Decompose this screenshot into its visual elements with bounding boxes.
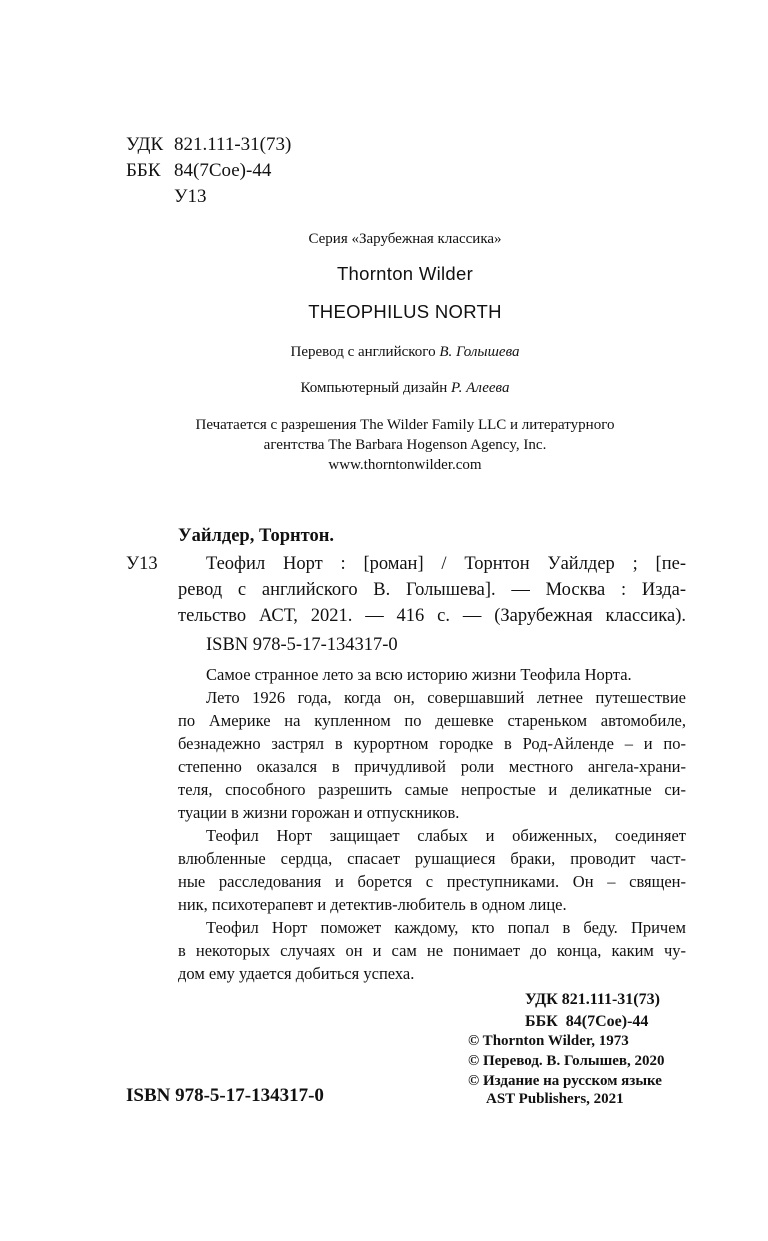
annotation-line-14: дом ему удается добиться успеха.	[178, 964, 415, 983]
annotation-line-1: Самое странное лето за всю историю жизни Теофила Норта.	[206, 665, 632, 684]
annotation-line-9: влюбленные сердца, спасает рушащиеся браки, проводит част-	[178, 849, 686, 868]
annotation-line-2: Лето 1926 года, когда он, совершавший летнее путешествие	[206, 688, 686, 707]
bbk-repeat: ББК 84(7Сое)-44	[525, 1013, 649, 1030]
annotation-line-8: Теофил Норт защищает слабых и обиженных, соединяет	[206, 826, 686, 845]
design-prefix: Компьютерный дизайн	[300, 380, 448, 396]
annotation-line-12: Теофил Норт поможет каждому, кто попал в беду. Причем	[206, 918, 686, 937]
udk-repeat: УДК 821.111-31(73)	[525, 991, 660, 1008]
catalog-mark: У13	[126, 554, 158, 574]
catalog-line-3: тельство АСТ, 2021. — 416 с. — (Зарубежная классика).	[178, 606, 686, 626]
translation-prefix: Перевод с английского	[290, 344, 436, 360]
bbk-label: ББК	[126, 160, 161, 181]
original-title: THEOPHILUS NORTH	[308, 301, 502, 322]
isbn-bottom: ISBN 978-5-17-134317-0	[126, 1085, 324, 1106]
copyright-line-1: © Thornton Wilder, 1973	[468, 1033, 629, 1049]
annotation-line-6: теля, способного разрешить самые непростые и деликатные си-	[178, 780, 686, 799]
author-mark: У13	[174, 186, 207, 207]
annotation-line-10: ные расследования и борется с преступниками. Он – священ-	[178, 872, 686, 891]
udk-value: 821.111-31(73)	[174, 134, 292, 155]
udk-line	[126, 132, 291, 158]
permission-line-2: агентства The Barbara Hogenson Agency, Inc.	[263, 437, 547, 453]
catalog-line-2: ревод с английского В. Голышева]. — Москва : Изда-	[178, 580, 686, 600]
series-line: Серия «Зарубежная классика»	[308, 231, 502, 247]
annotation-line-13: в некоторых случаях он и сам не понимает до конца, каким чу-	[178, 941, 686, 960]
bbk-line	[126, 158, 271, 184]
udk-label: УДК	[126, 134, 164, 155]
translation-line	[0, 344, 768, 361]
copyright-line-2: © Перевод. В. Голышев, 2020	[468, 1053, 665, 1069]
catalog-heading: Уайлдер, Торнтон.	[178, 526, 335, 546]
permission-url: www.thorntonwilder.com	[328, 457, 482, 473]
annotation-line-3: по Америке на купленном по дешевке стареньком автомобиле,	[178, 711, 686, 730]
original-author: Thornton Wilder	[336, 263, 474, 284]
annotation-line-11: ник, психотерапевт и детектив-любитель в одном лице.	[178, 895, 567, 914]
permission-line-1: Печатается с разрешения The Wilder Family LLC и литературного	[195, 417, 615, 433]
annotation-line-5: степенно оказался в причудливой роли местного ангела-храни-	[178, 757, 686, 776]
design-line	[0, 380, 768, 397]
catalog-line-1: Теофил Норт : [роман] / Торнтон Уайлдер ; [пе-	[206, 554, 686, 574]
translator-name: В. Голышева	[439, 344, 520, 360]
bbk-value: 84(7Сое)-44	[174, 160, 272, 181]
annotation-line-7: туации в жизни горожан и отпускников.	[178, 803, 460, 822]
catalog-isbn: ISBN 978-5-17-134317-0	[206, 635, 398, 655]
designer-name: Р. Алеева	[451, 380, 510, 396]
copyright-line-3: © Издание на русском языке	[468, 1073, 662, 1089]
copyright-line-4: AST Publishers, 2021	[486, 1091, 624, 1107]
annotation-line-4: безнадежно застрял в курортном городке в Род-Айленде – и по-	[178, 734, 686, 753]
